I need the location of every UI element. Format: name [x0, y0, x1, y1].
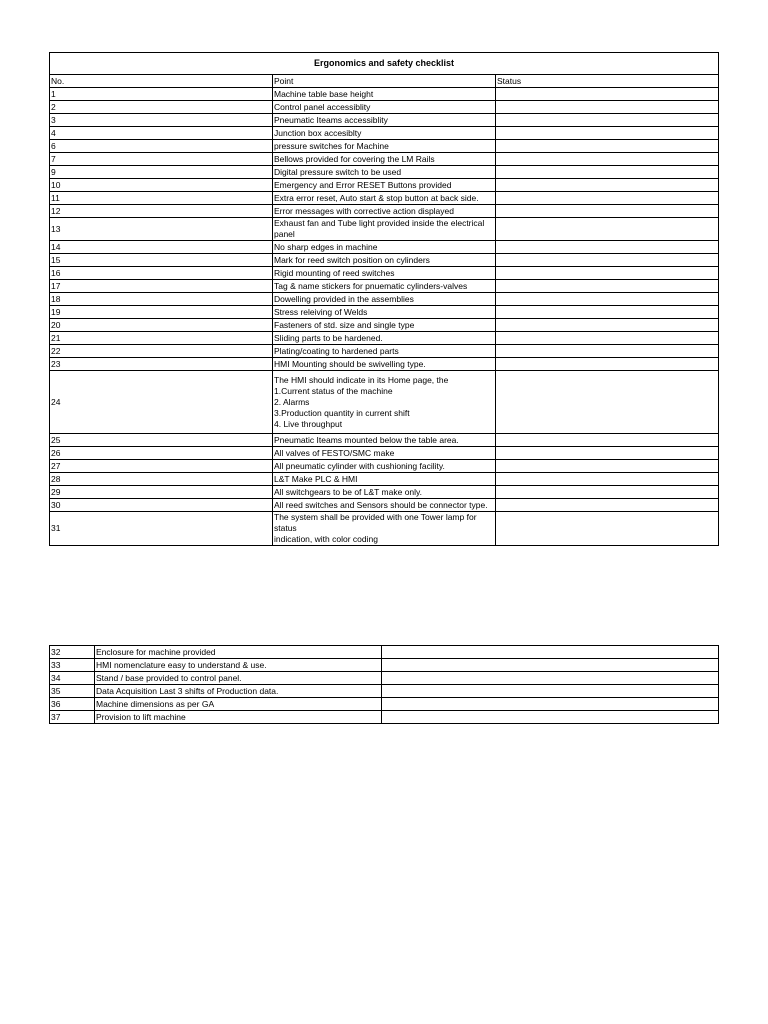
row-status [496, 345, 719, 358]
row-number: 34 [50, 672, 95, 685]
row-number: 35 [50, 685, 95, 698]
row-status [496, 280, 719, 293]
row-number: 11 [50, 192, 273, 205]
row-number: 4 [50, 127, 273, 140]
row-status [496, 306, 719, 319]
row-point: All switchgears to be of L&T make only. [273, 486, 496, 499]
table-row [50, 319, 719, 332]
row-status [496, 88, 719, 101]
row-status [496, 447, 719, 460]
table-row [50, 153, 719, 166]
table-row [50, 499, 719, 512]
table-row [50, 166, 719, 179]
row-status [382, 698, 719, 711]
table-row [50, 447, 719, 460]
row-status [496, 127, 719, 140]
row-point: HMI Mounting should be swivelling type. [273, 358, 496, 371]
row-status [496, 166, 719, 179]
row-point: No sharp edges in machine [273, 241, 496, 254]
table-row [50, 88, 719, 101]
row-point: pressure switches for Machine [273, 140, 496, 153]
row-number: 1 [50, 88, 273, 101]
header-no: No. [50, 75, 273, 88]
row-status [496, 179, 719, 192]
row-point: Plating/coating to hardened parts [273, 345, 496, 358]
row-status [496, 254, 719, 267]
table-row [50, 267, 719, 280]
table-row [50, 205, 719, 218]
row-number: 19 [50, 306, 273, 319]
row-number: 24 [50, 371, 273, 434]
row-status [496, 140, 719, 153]
table-row [50, 179, 719, 192]
table-row [50, 241, 719, 254]
row-point: Enclosure for machine provided [95, 646, 382, 659]
row-point: Sliding parts to be hardened. [273, 332, 496, 345]
row-point: Data Acquisition Last 3 shifts of Production data. [95, 685, 382, 698]
row-point: Mark for reed switch position on cylinders [273, 254, 496, 267]
row-point: Provision to lift machine [95, 711, 382, 724]
row-number: 36 [50, 698, 95, 711]
checklist-table-continued [49, 645, 719, 724]
row-point: Pneumatic Iteams accessiblity [273, 114, 496, 127]
row-point: Machine dimensions as per GA [95, 698, 382, 711]
row-status [382, 672, 719, 685]
row-point: Error messages with corrective action displayed [273, 205, 496, 218]
header-point: Point [273, 75, 496, 88]
row-number: 33 [50, 659, 95, 672]
row-point: Junction box accesiblty [273, 127, 496, 140]
table-row [50, 672, 719, 685]
header-status: Status [496, 75, 719, 88]
row-status [496, 371, 719, 434]
row-number: 29 [50, 486, 273, 499]
row-number: 21 [50, 332, 273, 345]
row-point: Tag & name stickers for pnuematic cylinders-valves [273, 280, 496, 293]
row-number: 16 [50, 267, 273, 280]
row-point: Rigid mounting of reed switches [273, 267, 496, 280]
row-number: 14 [50, 241, 273, 254]
table-row [50, 685, 719, 698]
row-status [496, 319, 719, 332]
row-number: 6 [50, 140, 273, 153]
row-point: Exhaust fan and Tube light provided inside the electrical panel [273, 218, 496, 241]
row-number: 30 [50, 499, 273, 512]
table-row [50, 473, 719, 486]
row-point: Stand / base provided to control panel. [95, 672, 382, 685]
row-number: 12 [50, 205, 273, 218]
row-point: Fasteners of std. size and single type [273, 319, 496, 332]
row-status [496, 114, 719, 127]
row-number: 23 [50, 358, 273, 371]
row-point: The HMI should indicate in its Home page, the 1.Current status of the machine 2. Alarms 3.Production quantity in current shift 4. Live throughput [273, 371, 496, 434]
table-row [50, 140, 719, 153]
row-status [496, 101, 719, 114]
table-row [50, 345, 719, 358]
table-row [50, 218, 719, 241]
table-row [50, 254, 719, 267]
row-number: 22 [50, 345, 273, 358]
row-number: 7 [50, 153, 273, 166]
row-number: 15 [50, 254, 273, 267]
row-status [496, 218, 719, 241]
header-row [50, 75, 719, 88]
row-point: All reed switches and Sensors should be connector type. [273, 499, 496, 512]
table-row [50, 711, 719, 724]
table-row [50, 101, 719, 114]
table-row [50, 332, 719, 345]
row-number: 37 [50, 711, 95, 724]
row-point: All pneumatic cylinder with cushioning facility. [273, 460, 496, 473]
row-number: 17 [50, 280, 273, 293]
table-row [50, 659, 719, 672]
row-status [496, 153, 719, 166]
row-number: 3 [50, 114, 273, 127]
row-number: 31 [50, 512, 273, 546]
row-status [496, 499, 719, 512]
row-number: 26 [50, 447, 273, 460]
row-number: 28 [50, 473, 273, 486]
table-row [50, 293, 719, 306]
row-status [496, 358, 719, 371]
table-row [50, 512, 719, 546]
row-point: HMI nomenclature easy to understand & use. [95, 659, 382, 672]
row-status [496, 192, 719, 205]
row-status [496, 486, 719, 499]
row-point: The system shall be provided with one Tower lamp for status indication, with color coding [273, 512, 496, 546]
table-row [50, 371, 719, 434]
row-status [382, 685, 719, 698]
row-point: Extra error reset, Auto start & stop button at back side. [273, 192, 496, 205]
row-point: L&T Make PLC & HMI [273, 473, 496, 486]
row-point: Bellows provided for covering the LM Rails [273, 153, 496, 166]
table-row [50, 698, 719, 711]
table-row [50, 646, 719, 659]
row-status [382, 659, 719, 672]
table-row [50, 358, 719, 371]
row-point: All valves of FESTO/SMC make [273, 447, 496, 460]
row-status [496, 434, 719, 447]
row-number: 2 [50, 101, 273, 114]
row-status [496, 293, 719, 306]
row-number: 32 [50, 646, 95, 659]
row-number: 20 [50, 319, 273, 332]
row-status [496, 267, 719, 280]
row-status [382, 646, 719, 659]
table-row [50, 114, 719, 127]
row-status [496, 205, 719, 218]
row-number: 25 [50, 434, 273, 447]
table-row [50, 280, 719, 293]
table-row [50, 306, 719, 319]
row-number: 13 [50, 218, 273, 241]
row-status [496, 332, 719, 345]
row-status [496, 473, 719, 486]
title-row [50, 53, 719, 75]
row-status [496, 512, 719, 546]
row-point: Pneumatic Iteams mounted below the table area. [273, 434, 496, 447]
row-point: Dowelling provided in the assemblies [273, 293, 496, 306]
row-status [496, 241, 719, 254]
row-point: Stress releiving of Welds [273, 306, 496, 319]
row-number: 18 [50, 293, 273, 306]
table-row [50, 192, 719, 205]
table-row [50, 127, 719, 140]
row-point: Digital pressure switch to be used [273, 166, 496, 179]
table-row [50, 486, 719, 499]
row-status [382, 711, 719, 724]
row-point: Emergency and Error RESET Buttons provided [273, 179, 496, 192]
row-status [496, 460, 719, 473]
row-number: 10 [50, 179, 273, 192]
checklist-table [49, 52, 719, 546]
row-point: Control panel accessiblity [273, 101, 496, 114]
row-number: 27 [50, 460, 273, 473]
row-point: Machine table base height [273, 88, 496, 101]
checklist-title: Ergonomics and safety checklist [50, 53, 719, 75]
table-row [50, 460, 719, 473]
row-number: 9 [50, 166, 273, 179]
table-row [50, 434, 719, 447]
